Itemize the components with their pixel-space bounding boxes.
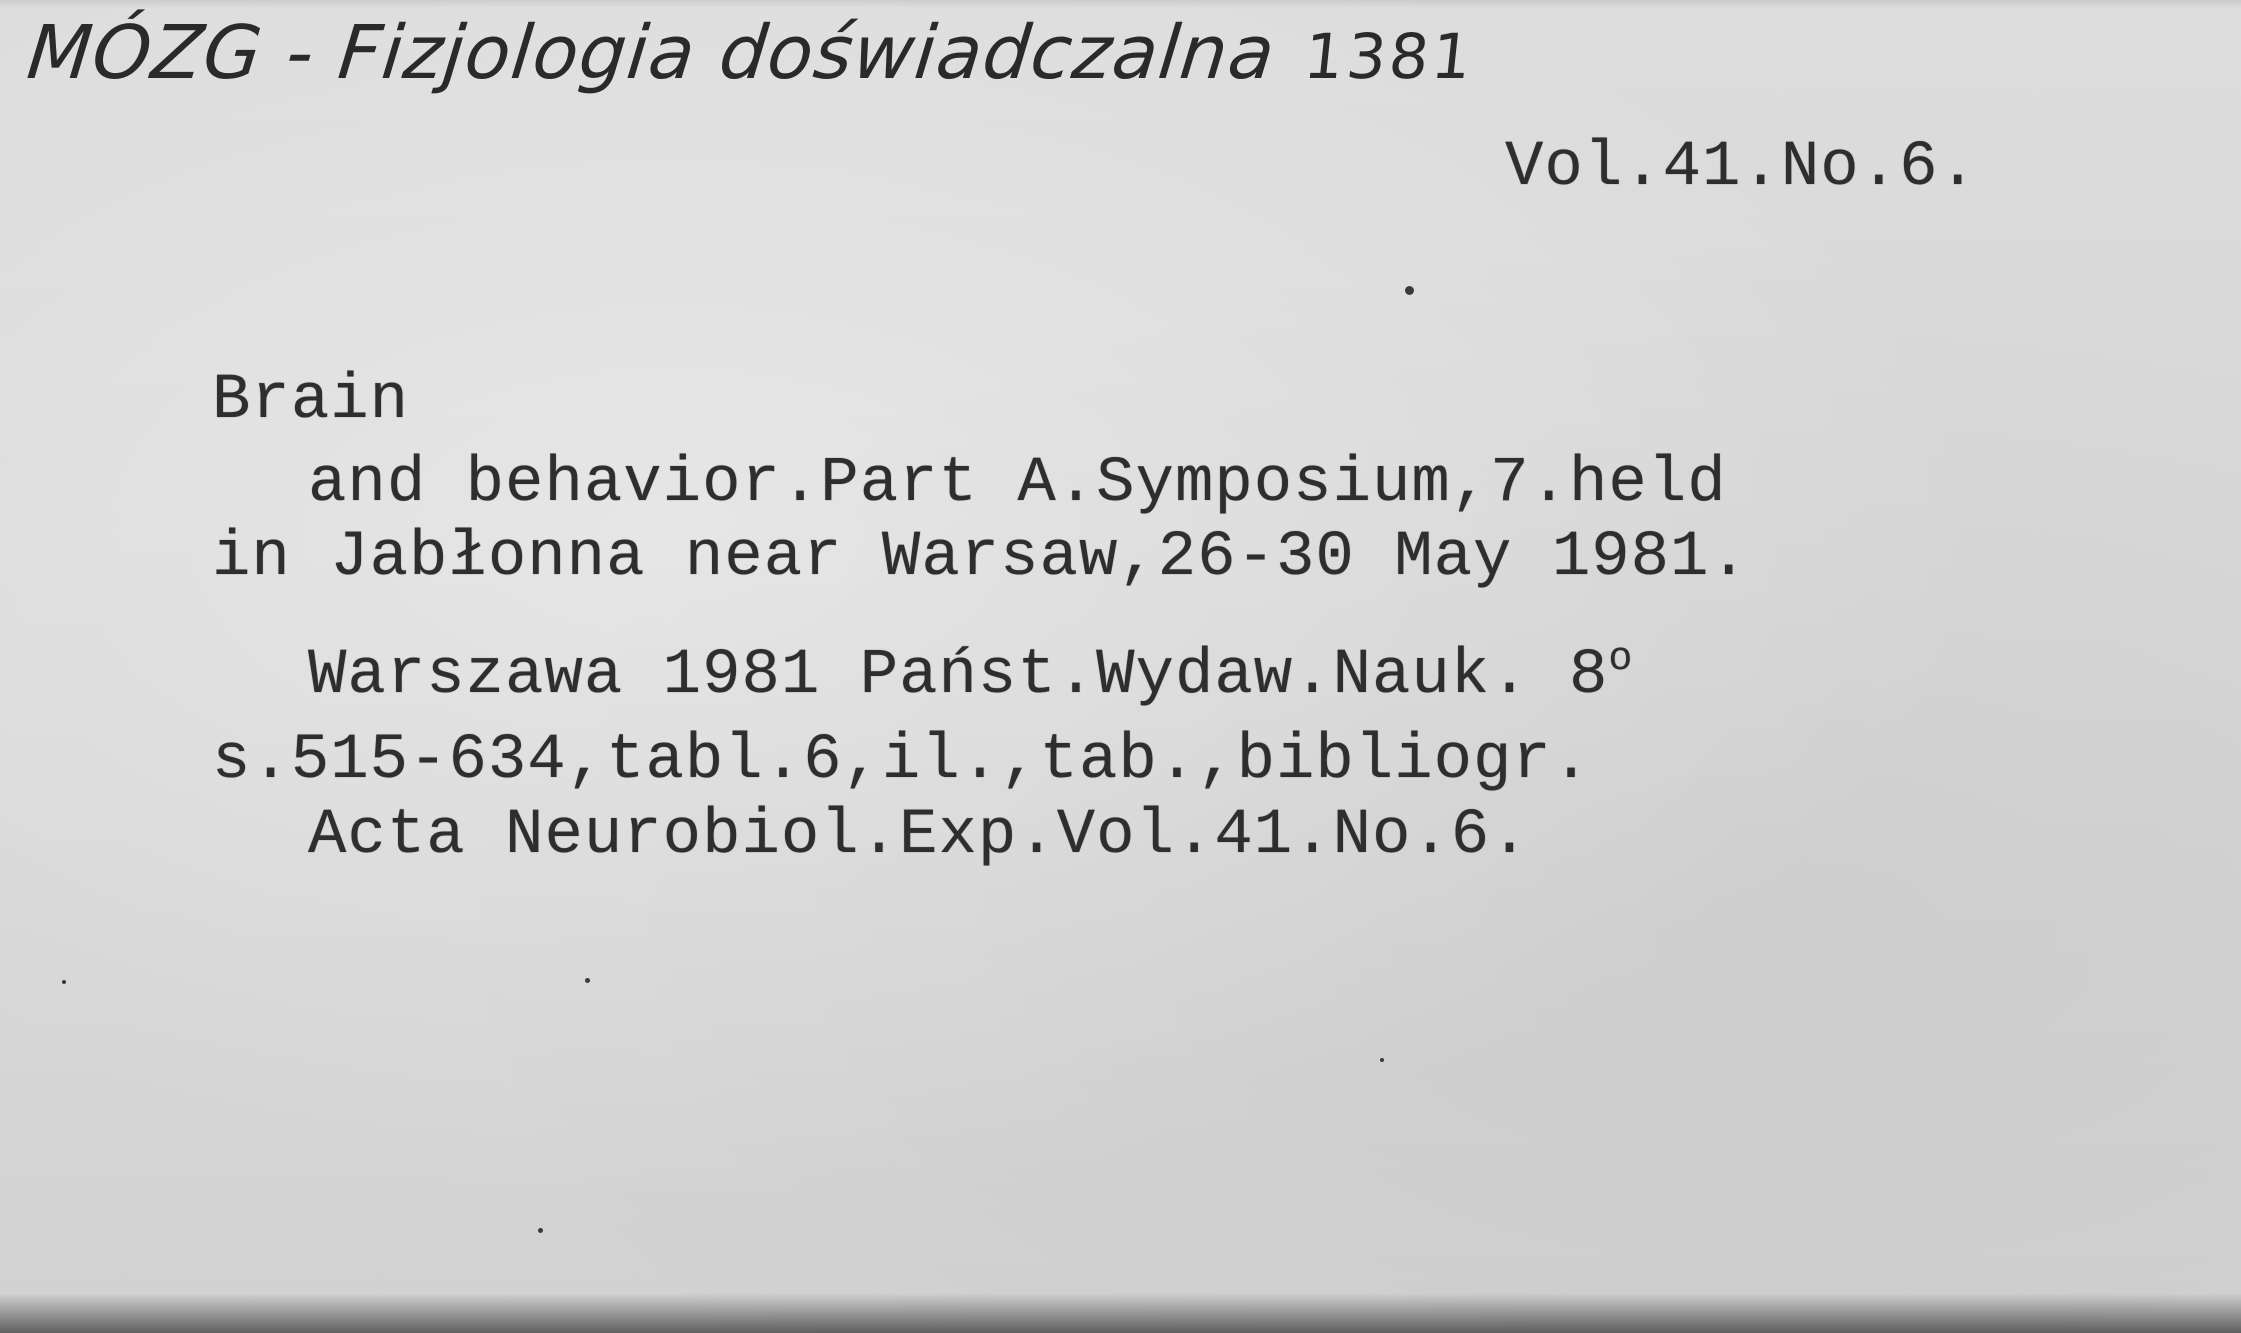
imprint-text: Warszawa 1981 Państ.Wydaw.Nauk. 8: [308, 640, 1609, 712]
volume-reference: Vol.41.No.6.: [1505, 132, 1978, 204]
format-degree-mark: o: [1608, 637, 1634, 682]
dust-speck: [538, 1228, 543, 1233]
imprint-line: [308, 637, 1634, 712]
call-number: 1381: [1300, 20, 1479, 93]
title-line-1: Brain: [212, 365, 410, 437]
dust-speck: [585, 978, 590, 983]
dust-speck: [1380, 1058, 1384, 1062]
card-bottom-edge: [0, 1293, 2241, 1333]
title-line-3: in Jabłonna near Warsaw,26-30 May 1981.: [212, 522, 1749, 594]
series-line: Acta Neurobiol.Exp.Vol.41.No.6.: [308, 800, 1530, 872]
subject-heading-text: MÓZG - Fizjologia doświadczalna: [23, 10, 1280, 96]
collation-line: s.515-634,tabl.6,il.,tab.,bibliogr.: [212, 725, 1592, 797]
handwritten-subject-heading: [23, 10, 1479, 96]
dust-speck: [62, 980, 66, 984]
dust-speck: [1405, 286, 1414, 295]
card-top-edge: [0, 0, 2241, 8]
title-line-2: and behavior.Part A.Symposium,7.held: [308, 448, 1727, 520]
